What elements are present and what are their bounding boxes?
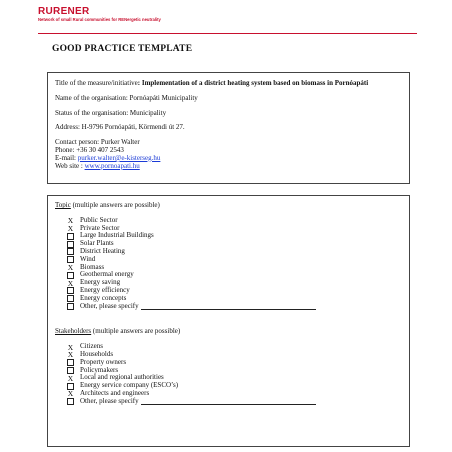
stakeholder-option-label: Property owners: [80, 357, 127, 366]
topic-option-label: Private Sector: [80, 223, 120, 232]
checkbox[interactable]: [67, 272, 74, 279]
checkbox[interactable]: [67, 398, 74, 405]
stakeholder-option-label: Other, please specify: [80, 396, 139, 405]
stakeholder-option-label: Policymakers: [80, 365, 119, 374]
contact-person: Contact person: Purker Walter: [55, 138, 140, 147]
contact-phone: Phone: +36 30 407 2543: [55, 145, 124, 154]
topic-heading-label: Topic: [55, 201, 71, 209]
rurener-logo: [38, 6, 161, 22]
stakeholder-option: [55, 398, 403, 406]
checkbox[interactable]: [67, 367, 74, 374]
logo-tagline: Network of small Rural communities for RENergetic neutrality: [38, 17, 161, 22]
checkbox[interactable]: [67, 303, 74, 310]
topic-option: [55, 303, 403, 311]
logo-name: RURENER: [38, 6, 90, 17]
stakeholder-option-label: Energy service company (ESCO’s): [80, 381, 179, 390]
stakeholder-list: [55, 343, 403, 405]
topic-option-label: Biomass: [80, 262, 105, 271]
topic-option: [55, 248, 403, 256]
organisation-info-box: [47, 72, 410, 184]
checkbox[interactable]: [67, 295, 74, 302]
checkbox[interactable]: [67, 233, 74, 240]
topic-heading: [55, 202, 403, 210]
stakeholder-option-label: Households: [80, 349, 114, 358]
topic-option-label: Wind: [80, 254, 96, 263]
topic-option-label: Public Sector: [80, 215, 118, 224]
topic-option-label: Other, please specify: [80, 301, 139, 310]
checklist-box: [47, 195, 410, 447]
topic-option-label: Energy efficiency: [80, 285, 130, 294]
stakeholder-option-label: Citizens: [80, 342, 103, 351]
measure-value: : Implementation of a district heating system based on biomass in Pornóapáti: [137, 79, 369, 87]
checkbox[interactable]: [67, 287, 74, 294]
header-rule: [38, 33, 417, 34]
email-label: E-mail:: [55, 153, 78, 162]
checkbox[interactable]: [67, 248, 74, 255]
organisation-address: Address: H-9796 Pornóapáti, Körmendi út 27.: [55, 123, 185, 132]
checked-mark[interactable]: X: [67, 373, 74, 383]
topic-option-label: Large Industrial Buildings: [80, 231, 154, 240]
stakeholder-option-label: Architects and engineers: [80, 388, 150, 397]
checked-mark[interactable]: X: [67, 262, 74, 272]
specify-input-line[interactable]: [141, 398, 316, 405]
checked-mark[interactable]: X: [67, 216, 74, 226]
topic-option-label: Geothermal energy: [80, 270, 134, 279]
web-label: Web site :: [55, 161, 85, 170]
topic-option: [55, 256, 403, 264]
website-link[interactable]: www.pornoapati.hu: [84, 161, 140, 170]
stakeholder-option-label: Local and regional authorities: [80, 373, 164, 382]
specify-input-line[interactable]: [141, 303, 316, 310]
topic-option-label: Energy concepts: [80, 293, 127, 302]
email-link[interactable]: purker.walter@e-kisterseg.hu: [77, 153, 161, 162]
topic-option-label: District Heating: [80, 246, 125, 255]
organisation-status: Status of the organisation: Municipality: [55, 108, 167, 117]
stakeholders-heading: [55, 328, 403, 336]
topic-option-label: Solar Plants: [80, 239, 114, 248]
organisation-name: Name of the organisation: Pornóapáti Municipality: [55, 93, 198, 102]
checked-mark[interactable]: X: [67, 223, 74, 233]
checked-mark[interactable]: X: [67, 350, 74, 360]
document-title: GOOD PRACTICE TEMPLATE: [52, 44, 193, 54]
checked-mark[interactable]: X: [67, 278, 74, 288]
checkbox[interactable]: [67, 241, 74, 248]
measure-title: [55, 80, 403, 88]
topic-option-label: Energy saving: [80, 278, 121, 287]
checked-mark[interactable]: X: [67, 342, 74, 352]
contact-website: [55, 163, 403, 171]
topic-heading-suffix: (multiple answers are possible): [70, 201, 160, 209]
stakeholders-heading-label: Stakeholders: [55, 327, 92, 336]
topic-list: [55, 217, 403, 311]
measure-label: Title of the measure/initiative: [55, 79, 138, 87]
checkbox[interactable]: [67, 359, 74, 366]
checked-mark[interactable]: X: [67, 389, 74, 399]
stakeholders-heading-suffix: (multiple answers are possible): [91, 327, 181, 336]
